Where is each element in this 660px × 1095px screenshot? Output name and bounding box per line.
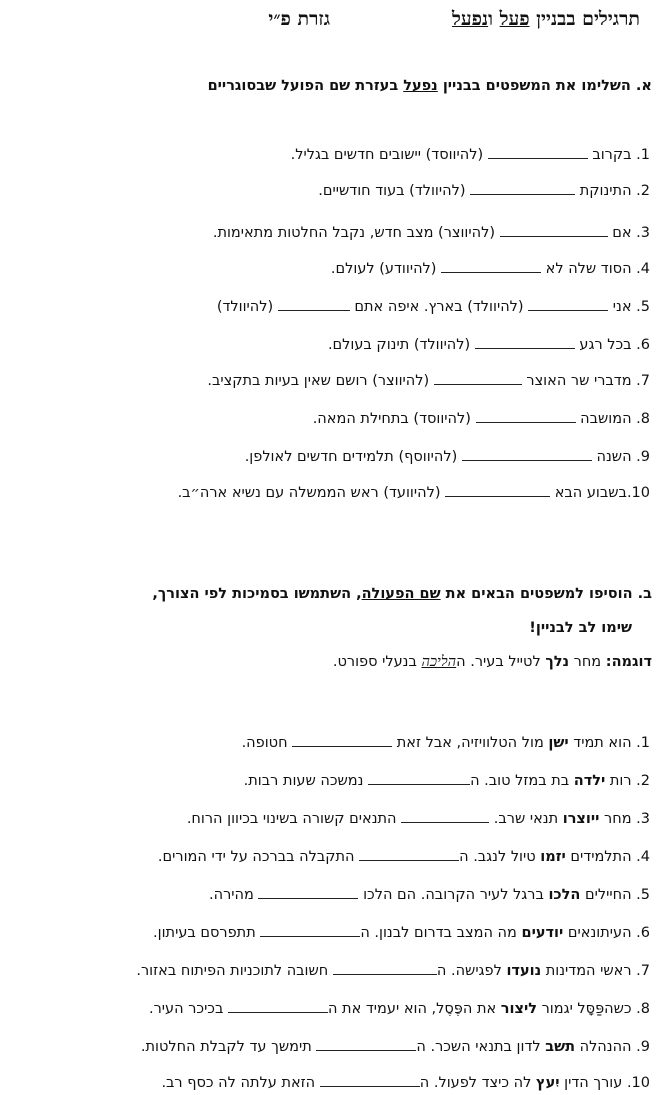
title-nifal: נפעל bbox=[451, 8, 489, 30]
item-text: (להיוולד) בעוד חודשיים. bbox=[318, 183, 471, 199]
item-text: אני bbox=[608, 299, 637, 315]
section-b-item bbox=[149, 998, 650, 1019]
item-text: תתפרסם בעיתון. bbox=[153, 925, 261, 941]
answer-blank[interactable] bbox=[359, 846, 459, 861]
section-a-item bbox=[178, 482, 650, 503]
item-text: בת במזל טוב. ה bbox=[470, 773, 574, 789]
answer-blank[interactable] bbox=[475, 334, 575, 349]
section-a-heading-suffix: בעזרת שם הפועל שבסוגריים bbox=[207, 78, 404, 94]
item-verb: ילדה bbox=[573, 773, 606, 789]
item-text: השנה bbox=[591, 449, 637, 465]
item-verb: יזמו bbox=[540, 849, 566, 865]
item-number: 1. bbox=[636, 735, 650, 751]
item-number: 10. bbox=[626, 1075, 650, 1091]
item-text: (להיוולד) bbox=[216, 299, 278, 315]
item-verb: הלכו bbox=[548, 887, 581, 903]
section-b-item bbox=[161, 1072, 650, 1093]
item-number: 5. bbox=[636, 299, 650, 315]
item-verb: ליצור bbox=[500, 1001, 537, 1017]
item-number: 4. bbox=[636, 849, 650, 865]
item-verb: נועדו bbox=[506, 963, 542, 979]
section-a-item bbox=[318, 180, 650, 201]
section-b-heading-line2: שימו לב לבניין! bbox=[529, 620, 632, 636]
item-verb: יִעץ bbox=[536, 1075, 560, 1091]
item-text: חשובה לתוכניות הפיתוח באזור. bbox=[136, 963, 333, 979]
section-a-letter: א. bbox=[635, 78, 652, 94]
answer-blank[interactable] bbox=[320, 1072, 420, 1087]
section-a-item bbox=[313, 408, 650, 429]
item-number: 4. bbox=[636, 261, 650, 277]
answer-blank[interactable] bbox=[333, 960, 437, 975]
title-and: ו bbox=[488, 8, 500, 30]
answer-blank[interactable] bbox=[476, 408, 576, 423]
section-a-item bbox=[207, 370, 650, 391]
example-line bbox=[333, 654, 652, 671]
item-verb: ייוצרו bbox=[562, 811, 600, 827]
worksheet-title bbox=[0, 4, 640, 38]
section-a-item bbox=[328, 334, 650, 355]
section-b-item bbox=[141, 1036, 650, 1057]
answer-blank[interactable] bbox=[401, 808, 489, 823]
example-answer: הליכה bbox=[421, 654, 457, 670]
section-a-item bbox=[245, 446, 650, 467]
item-text: עורך הדין bbox=[559, 1075, 627, 1091]
section-b-item bbox=[136, 960, 650, 981]
item-text: מדברי שר האוצר bbox=[521, 373, 637, 389]
item-text: הזאת עלתה לה כסף רב. bbox=[161, 1075, 320, 1091]
section-b-item bbox=[153, 922, 650, 943]
item-text: נמשכה שעות רבות. bbox=[243, 773, 369, 789]
answer-blank[interactable] bbox=[441, 258, 541, 273]
item-text: (להיוועד) ראש הממשלה עם נשיא ארה״ב. bbox=[177, 485, 446, 501]
section-b-heading-prefix: הוסיפו למשפטים הבאים את bbox=[440, 586, 638, 602]
section-a-heading-prefix: השלימו את המשפטים בבניין bbox=[437, 78, 636, 94]
item-text: את הפֶּסֶל, הוא יעמיד את ה bbox=[327, 1001, 501, 1017]
item-number: 2. bbox=[636, 773, 650, 789]
answer-blank[interactable] bbox=[528, 296, 608, 311]
section-b-item bbox=[242, 732, 650, 753]
section-a-heading-underlined: נפעל bbox=[403, 78, 438, 94]
item-text: לפגישה. ה bbox=[436, 963, 507, 979]
item-number: 1. bbox=[636, 147, 650, 163]
item-text: בשבוע הבא bbox=[550, 485, 627, 501]
section-a-item bbox=[291, 144, 650, 165]
item-verb: יודעים bbox=[521, 925, 564, 941]
item-text: לדון בתנאי השכר. ה bbox=[416, 1039, 546, 1055]
item-text: חטופה. bbox=[241, 735, 293, 751]
section-b-item bbox=[158, 846, 650, 867]
title-main bbox=[452, 8, 640, 31]
item-text: מחר bbox=[599, 811, 637, 827]
item-text: בכיכר העיר. bbox=[149, 1001, 228, 1017]
answer-blank[interactable] bbox=[434, 370, 522, 385]
item-number: 7. bbox=[636, 373, 650, 389]
item-number: 10. bbox=[626, 485, 650, 501]
answer-blank[interactable] bbox=[278, 296, 350, 311]
section-b-heading bbox=[152, 586, 652, 602]
item-text: מול הטלוויזיה, אבל זאת bbox=[392, 735, 549, 751]
item-text: ראשי המדינות bbox=[541, 963, 637, 979]
item-text: התקבלה בברכה על ידי המורים. bbox=[157, 849, 360, 865]
answer-blank[interactable] bbox=[500, 222, 608, 237]
section-a-heading bbox=[208, 78, 652, 94]
item-text: אם bbox=[607, 225, 637, 241]
item-text: החיילים bbox=[580, 887, 637, 903]
item-text: טיול לנגב. ה bbox=[459, 849, 541, 865]
item-text: ברגל לעיר הקרובה. הם הלכו bbox=[358, 887, 549, 903]
example-text: מחר bbox=[569, 654, 606, 670]
item-text: התינוקת bbox=[575, 183, 637, 199]
item-number: 5. bbox=[636, 887, 650, 903]
section-b-item bbox=[187, 808, 650, 829]
item-text: (להיווסף) תלמידים חדשים לאולפן. bbox=[244, 449, 462, 465]
item-text: רות bbox=[605, 773, 637, 789]
item-text: ההנהלה bbox=[574, 1039, 637, 1055]
item-text: מהירה. bbox=[209, 887, 259, 903]
item-text: הסוד שלה לא bbox=[541, 261, 637, 277]
example-text: לטייל בעיר. ה bbox=[456, 654, 546, 670]
section-b-heading-underlined: שם הפעולה bbox=[361, 586, 441, 602]
item-text: תימשך עד לקבלת החלטות. bbox=[140, 1039, 317, 1055]
answer-blank[interactable] bbox=[445, 482, 550, 497]
answer-blank[interactable] bbox=[462, 446, 592, 461]
answer-blank[interactable] bbox=[258, 884, 358, 899]
section-b-item bbox=[244, 770, 650, 791]
item-number: 9. bbox=[636, 449, 650, 465]
item-text: תנאי שרב. bbox=[489, 811, 563, 827]
title-paal: פעל bbox=[499, 8, 530, 30]
item-text: (להיווסד) יישובים חדשים בגליל. bbox=[290, 147, 488, 163]
section-a-item bbox=[331, 258, 650, 279]
item-text: כשהפַּסָּל יגמור bbox=[537, 1001, 637, 1017]
answer-blank[interactable] bbox=[228, 998, 328, 1013]
answer-blank[interactable] bbox=[368, 770, 470, 785]
item-verb: ישן bbox=[548, 735, 569, 751]
item-number: 3. bbox=[636, 811, 650, 827]
item-text: בכל רגע bbox=[574, 337, 637, 353]
section-b-letter: ב. bbox=[637, 586, 652, 602]
title-gizra: גזרת פ״י bbox=[268, 8, 330, 30]
item-number: 8. bbox=[636, 1001, 650, 1017]
item-text: מה המצב בדרום לבנון. ה bbox=[360, 925, 522, 941]
item-number: 6. bbox=[636, 925, 650, 941]
item-text: התנאים קשורה בשינוי בכיוון הרוח. bbox=[186, 811, 402, 827]
item-text: לה כיצד לפעול. ה bbox=[419, 1075, 536, 1091]
section-a-item bbox=[213, 222, 650, 243]
example-text: בנעלי ספורט. bbox=[332, 654, 422, 670]
example-verb: נלך bbox=[545, 654, 570, 670]
title-prefix: תרגילים בבניין bbox=[529, 8, 640, 30]
item-text: המושבה bbox=[575, 411, 637, 427]
item-text: (להיוולד) בארץ. איפה אתם bbox=[349, 299, 529, 315]
item-number: 2. bbox=[636, 183, 650, 199]
section-b-item bbox=[209, 884, 650, 905]
item-text: הוא תמיד bbox=[568, 735, 637, 751]
answer-blank[interactable] bbox=[470, 180, 575, 195]
item-text: (להיווצר) רושם שאין בעיות בתקציב. bbox=[207, 373, 434, 389]
item-verb: תשב bbox=[545, 1039, 575, 1055]
answer-blank[interactable] bbox=[316, 1036, 416, 1051]
item-text: בקרוב bbox=[587, 147, 637, 163]
answer-blank[interactable] bbox=[292, 732, 392, 747]
item-number: 7. bbox=[636, 963, 650, 979]
item-number: 9. bbox=[636, 1039, 650, 1055]
item-number: 8. bbox=[636, 411, 650, 427]
item-number: 3. bbox=[636, 225, 650, 241]
section-b-heading-suffix: , השתמשו בסמיכות לפי הצורך, bbox=[152, 586, 362, 602]
answer-blank[interactable] bbox=[260, 922, 360, 937]
item-text: (להיווצר) מצב חדש, נקבל החלטות מתאימות. bbox=[212, 225, 500, 241]
item-text: (להיוולד) תינוק בעולם. bbox=[327, 337, 475, 353]
item-text: (להיווסד) בתחילת המאה. bbox=[312, 411, 476, 427]
answer-blank[interactable] bbox=[488, 144, 588, 159]
item-number: 6. bbox=[636, 337, 650, 353]
item-text: העיתונאים bbox=[563, 925, 637, 941]
item-text: (להיוודע) לעולם. bbox=[330, 261, 442, 277]
example-label: דוגמה: bbox=[605, 654, 652, 670]
item-text: התלמידים bbox=[565, 849, 637, 865]
section-a-item bbox=[217, 296, 650, 317]
